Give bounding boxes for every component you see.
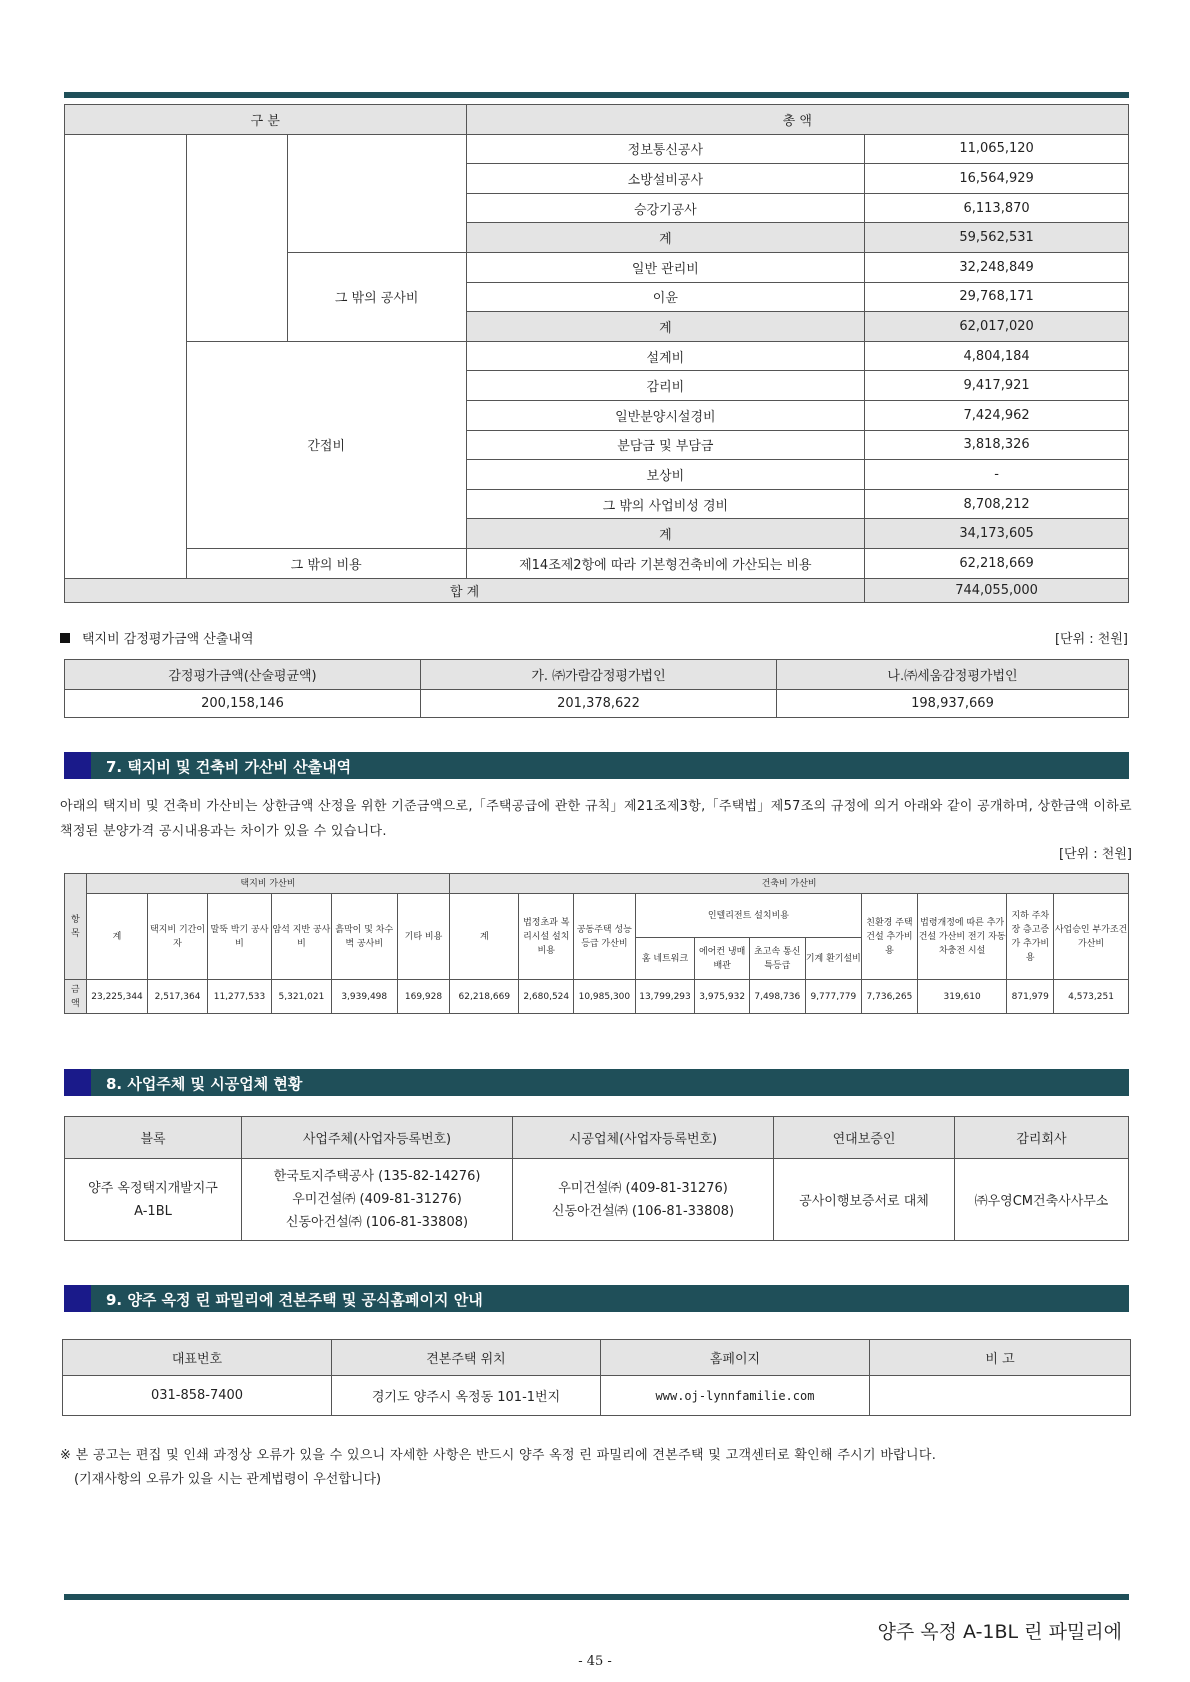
land-col: 흙막이 및 차수벽 공사비 xyxy=(331,894,397,980)
build-col: 지하 주차장 층고증가 추가비용 xyxy=(1007,894,1054,980)
section7-paragraph: 아래의 택지비 및 건축비 가산비는 상한금액 산정을 위한 기준금액으로,「주택공급에 관한 규칙」제21조제3항,「주택법」제57조의 규정에 의거 아래와 같이 공개하며, 상한금액 이하로 책정된 분양가격 공시내용과는 차이가 있을 수 있습니다. xyxy=(60,799,1132,839)
grand-total-label: 합 계 xyxy=(65,578,865,602)
cost-subtotal: 62,017,020 xyxy=(865,312,1129,342)
cost-amount: 11,065,120 xyxy=(865,134,1129,164)
notice-line2: (기재사항의 오류가 있을 시는 관계법령이 우선합니다) xyxy=(74,1472,382,1487)
intel-col: 홈 네트워크 xyxy=(635,938,695,980)
section8-header xyxy=(64,1069,1129,1096)
build-col: 법정초과 복리시설 설치비용 xyxy=(519,894,574,980)
cost-subtotal: 34,173,605 xyxy=(865,519,1129,549)
cost-item: 그 밖의 사업비성 경비 xyxy=(466,489,865,519)
cost-amount: 8,708,212 xyxy=(865,489,1129,519)
top-rule xyxy=(64,92,1129,98)
cost-subtotal-label: 계 xyxy=(466,312,865,342)
addon-value: 23,225,344 xyxy=(86,980,148,1014)
land-col: 말뚝 박기 공사비 xyxy=(207,894,271,980)
section9-title: 9. 양주 옥정 린 파밀리에 견본주택 및 공식홈페이지 안내 xyxy=(106,1291,483,1309)
company-header: 사업주체(사업자등록번호) xyxy=(242,1117,513,1159)
section9-header xyxy=(64,1285,1129,1312)
section7-header xyxy=(64,752,1129,779)
build-col: 공동주택 성능등급 가산비 xyxy=(574,894,636,980)
info-header: 대표번호 xyxy=(63,1340,332,1376)
cost-item: 일반분양시설경비 xyxy=(466,400,865,430)
cost-item: 승강기공사 xyxy=(466,193,865,223)
addon-value: 9,777,779 xyxy=(805,980,862,1014)
build-col: 사업승인 부가조건 가산비 xyxy=(1054,894,1129,980)
addon-table xyxy=(64,873,1129,1014)
cost-item: 소방설비공사 xyxy=(466,164,865,194)
cost-amount: 3,818,326 xyxy=(865,430,1129,460)
land-col: 택지비 기간이자 xyxy=(148,894,207,980)
notice-line1: ※ 본 공고는 편집 및 인쇄 과정상 오류가 있을 수 있으니 자세한 사항은 반드시 양주 옥정 린 파밀리에 견본주택 및 고객센터로 확인해 주시기 바랍니다. xyxy=(60,1448,937,1463)
land-col: 기타 비용 xyxy=(397,894,449,980)
addon-value: 62,218,669 xyxy=(450,980,519,1014)
square-bullet-icon xyxy=(60,633,70,643)
grand-total: 744,055,000 xyxy=(865,578,1129,602)
guarantor: 공사이행보증서로 대체 xyxy=(774,1159,955,1241)
addon-value: 3,975,932 xyxy=(695,980,750,1014)
cost-item: 정보통신공사 xyxy=(466,134,865,164)
section8-title: 8. 사업주체 및 시공업체 현황 xyxy=(106,1075,303,1093)
appraisal-value: 200,158,146 xyxy=(65,690,421,718)
model-house-address: 경기도 양주시 옥정동 101-1번지 xyxy=(332,1376,601,1416)
cost-item: 설계비 xyxy=(466,341,865,371)
cost-amount: 29,768,171 xyxy=(865,282,1129,312)
cost-subtotal: 59,562,531 xyxy=(865,223,1129,253)
section7-unit: [단위 : 천원] xyxy=(1058,847,1132,862)
section7-title: 7. 택지비 및 건축비 가산비 산출내역 xyxy=(106,758,352,776)
cost-amount: - xyxy=(865,460,1129,490)
cost-amount: 7,424,962 xyxy=(865,400,1129,430)
addon-value: 871,979 xyxy=(1007,980,1054,1014)
appraisal-header: 감정평가금액(산술평균액) xyxy=(65,660,421,690)
page-number: - 45 - xyxy=(578,1654,612,1669)
company-header: 블록 xyxy=(65,1117,242,1159)
info-header: 비 고 xyxy=(870,1340,1131,1376)
land-header: 택지비 가산비 xyxy=(86,874,449,894)
land-col: 계 xyxy=(86,894,148,980)
row-header-item: 항목 xyxy=(65,874,87,980)
addon-value: 13,799,293 xyxy=(635,980,695,1014)
model-house-table xyxy=(62,1339,1131,1416)
intel-col: 초고속 통신 특등급 xyxy=(749,938,805,980)
cost-amount: 6,113,870 xyxy=(865,193,1129,223)
cost-subgroup-empty xyxy=(186,134,287,341)
developer: 신동아건설㈜ (106-81-33808) xyxy=(285,1215,469,1230)
cost-item: 분담금 및 부담금 xyxy=(466,430,865,460)
company-header: 시공업체(사업자등록번호) xyxy=(513,1117,774,1159)
cost-item: 이윤 xyxy=(466,282,865,312)
intel-col: 에어컨 냉매 배관 xyxy=(695,938,750,980)
build-col: 법령개정에 따른 추가건설 가산비 전기 자동차충전 시설 xyxy=(917,894,1007,980)
contractor: 우미건설㈜ (409-81-31276) xyxy=(558,1180,728,1196)
header-division: 구 분 xyxy=(65,105,467,135)
addon-value: 7,498,736 xyxy=(749,980,805,1014)
cost-item: 제14조제2항에 따라 기본형건축비에 가산되는 비용 xyxy=(466,548,865,578)
bottom-rule xyxy=(64,1594,1129,1600)
cost-amount: 4,804,184 xyxy=(865,341,1129,371)
cost-subtotal-label: 계 xyxy=(466,519,865,549)
amount-label: 금액 xyxy=(65,980,87,1014)
addon-value: 2,680,524 xyxy=(519,980,574,1014)
cost-group-empty xyxy=(65,134,187,578)
contractor: 신동아건설㈜ (106-81-33808) xyxy=(551,1203,735,1219)
build-header: 건축비 가산비 xyxy=(450,874,1129,894)
info-header: 홈페이지 xyxy=(601,1340,870,1376)
addon-value: 7,736,265 xyxy=(862,980,918,1014)
build-col: 친환경 주택건설 추가비용 xyxy=(862,894,918,980)
addon-value: 3,939,498 xyxy=(331,980,397,1014)
addon-value: 2,517,364 xyxy=(148,980,207,1014)
group-other-cost: 그 밖의 비용 xyxy=(186,548,466,578)
appraisal-value: 198,937,669 xyxy=(777,690,1129,718)
company-header: 연대보증인 xyxy=(774,1117,955,1159)
developer: 한국토지주택공사 (135-82-14276) xyxy=(273,1169,481,1184)
supervisor: ㈜우영CM건축사사무소 xyxy=(955,1159,1129,1241)
cost-subtotal-label: 계 xyxy=(466,223,865,253)
homepage-link[interactable]: www.oj-lynnfamilie.com xyxy=(601,1376,870,1416)
developer: 우미건설㈜ (409-81-31276) xyxy=(292,1192,462,1207)
addon-value: 11,277,533 xyxy=(207,980,271,1014)
footer-brand: 양주 옥정 A-1BL 린 파밀리에 xyxy=(877,1621,1122,1643)
header-total: 총 액 xyxy=(466,105,1128,135)
intel-header: 인텔리전트 설치비용 xyxy=(635,894,861,938)
phone-number: 031-858-7400 xyxy=(63,1376,332,1416)
cost-item: 일반 관리비 xyxy=(466,252,865,282)
appraisal-title: 택지비 감정평가금액 산출내역 xyxy=(60,628,254,647)
cost-amount: 32,248,849 xyxy=(865,252,1129,282)
cost-item: 감리비 xyxy=(466,371,865,401)
addon-value: 10,985,300 xyxy=(574,980,636,1014)
build-col: 계 xyxy=(450,894,519,980)
cost-subgroup-empty xyxy=(287,134,466,252)
appraisal-unit: [단위 : 천원] xyxy=(1054,632,1128,647)
group-other-construction: 그 밖의 공사비 xyxy=(287,252,466,341)
land-col: 암석 지반 공사비 xyxy=(272,894,331,980)
addon-value: 319,610 xyxy=(917,980,1007,1014)
appraisal-header: 가. ㈜가람감정평가법인 xyxy=(421,660,777,690)
addon-value: 169,928 xyxy=(397,980,449,1014)
addon-value: 5,321,021 xyxy=(272,980,331,1014)
remark xyxy=(870,1376,1131,1416)
info-header: 견본주택 위치 xyxy=(332,1340,601,1376)
cost-item: 보상비 xyxy=(466,460,865,490)
appraisal-header: 나.㈜세움감정평가법인 xyxy=(777,660,1129,690)
addon-value: 4,573,251 xyxy=(1054,980,1129,1014)
cost-table xyxy=(64,104,1129,603)
cost-amount: 16,564,929 xyxy=(865,164,1129,194)
cost-amount: 62,218,669 xyxy=(865,548,1129,578)
block-line: 양주 옥정택지개발지구 xyxy=(88,1180,218,1196)
intel-col: 기계 환기설비 xyxy=(805,938,862,980)
appraisal-table xyxy=(64,659,1129,718)
company-header: 감리회사 xyxy=(955,1117,1129,1159)
group-indirect: 간접비 xyxy=(186,341,466,548)
cost-amount: 9,417,921 xyxy=(865,371,1129,401)
block-line: A-1BL xyxy=(134,1203,172,1219)
appraisal-value: 201,378,622 xyxy=(421,690,777,718)
company-table xyxy=(64,1116,1129,1241)
